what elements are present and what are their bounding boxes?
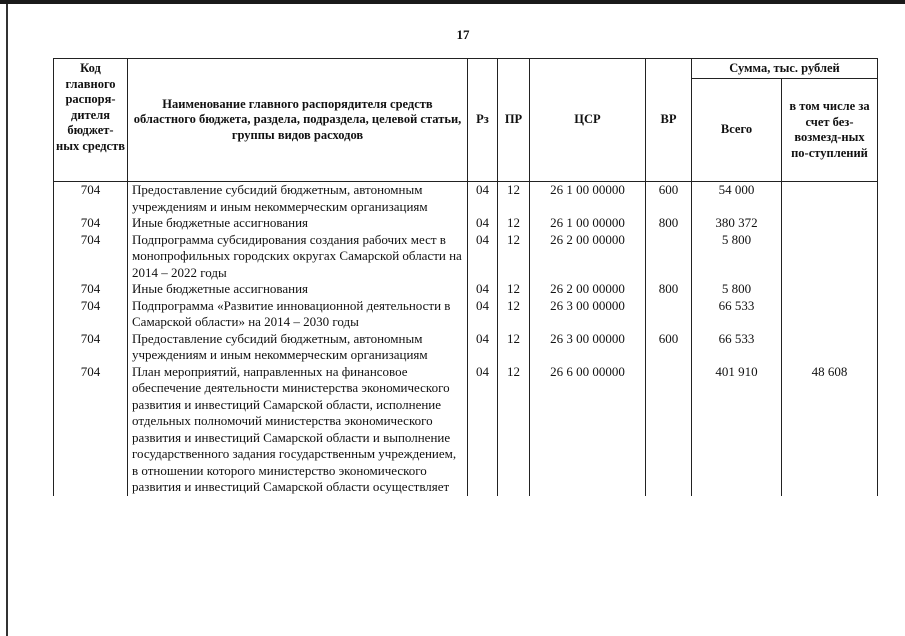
- cell-csr: 26 6 00 00000: [530, 364, 646, 496]
- cell-pr: 12: [498, 364, 530, 496]
- cell-csr: 26 2 00 00000: [530, 232, 646, 282]
- cell-total: 380 372: [692, 215, 782, 232]
- cell-pr: 12: [498, 331, 530, 364]
- cell-total: 54 000: [692, 182, 782, 216]
- cell-kod: 704: [54, 232, 128, 282]
- cell-incl: 48 608: [782, 364, 878, 496]
- cell-rz: 04: [468, 215, 498, 232]
- cell-rz: 04: [468, 298, 498, 331]
- table-row: [54, 331, 878, 364]
- page-number: 17: [456, 27, 470, 42]
- cell-vr: 800: [646, 215, 692, 232]
- cell-name: Предоставление субсидий бюджетным, автономным учреждениям и иным некоммерческим организациям: [128, 331, 468, 364]
- cell-pr: 12: [498, 215, 530, 232]
- cell-rz: 04: [468, 281, 498, 298]
- left-border: [6, 4, 8, 636]
- cell-kod: 704: [54, 182, 128, 216]
- cell-csr: 26 3 00 00000: [530, 331, 646, 364]
- cell-vr: [646, 232, 692, 282]
- cell-total: 5 800: [692, 281, 782, 298]
- header-vr: ВР: [646, 59, 692, 182]
- cell-vr: 800: [646, 281, 692, 298]
- cell-pr: 12: [498, 182, 530, 216]
- cell-vr: 600: [646, 182, 692, 216]
- cell-incl: [782, 298, 878, 331]
- cell-name: Иные бюджетные ассигнования: [128, 215, 468, 232]
- table-body: [54, 182, 878, 496]
- cell-pr: 12: [498, 232, 530, 282]
- cell-rz: 04: [468, 331, 498, 364]
- cell-rz: 04: [468, 182, 498, 216]
- cell-csr: 26 1 00 00000: [530, 182, 646, 216]
- header-name: Наименование главного распорядителя средств областного бюджета, раздела, подраздела, целевой статьи, группы видов расходов: [128, 59, 468, 182]
- cell-total: 66 533: [692, 298, 782, 331]
- cell-total: 5 800: [692, 232, 782, 282]
- cell-name: Иные бюджетные ассигнования: [128, 281, 468, 298]
- cell-total: 401 910: [692, 364, 782, 496]
- cell-rz: 04: [468, 364, 498, 496]
- cell-csr: 26 2 00 00000: [530, 281, 646, 298]
- header-sum-group: Сумма, тыс. рублей: [692, 59, 878, 79]
- cell-name: План мероприятий, направленных на финансовое обеспечение деятельности министерства экономического развития и инвестиций Самарской области, исполнение отдельных полномочий министерства экономического развития и инвестиций Самарской области и выполнение государственного задания государственным учреждением, в отношении которого министерство экономического развития и инвестиций Самарской области осуществляет: [128, 364, 468, 496]
- budget-table: [53, 58, 878, 496]
- header-csr: ЦСР: [530, 59, 646, 182]
- table-row: [54, 215, 878, 232]
- cell-name: Предоставление субсидий бюджетным, автономным учреждениям и иным некоммерческим организациям: [128, 182, 468, 216]
- top-border: [0, 0, 905, 4]
- table-row: [54, 281, 878, 298]
- cell-incl: [782, 182, 878, 216]
- cell-csr: 26 1 00 00000: [530, 215, 646, 232]
- header-total: Всего: [692, 79, 782, 182]
- header-incl: в том числе за счет без-возмезд-ных по-ступлений: [782, 79, 878, 182]
- cell-kod: 704: [54, 331, 128, 364]
- table-row: [54, 364, 878, 496]
- cell-pr: 12: [498, 298, 530, 331]
- header-rz: Рз: [468, 59, 498, 182]
- cell-incl: [782, 331, 878, 364]
- cell-vr: [646, 364, 692, 496]
- header-pr: ПР: [498, 59, 530, 182]
- cell-csr: 26 3 00 00000: [530, 298, 646, 331]
- cell-kod: 704: [54, 215, 128, 232]
- cell-incl: [782, 281, 878, 298]
- cell-kod: 704: [54, 281, 128, 298]
- table-row: [54, 232, 878, 282]
- cell-vr: [646, 298, 692, 331]
- table-row: [54, 182, 878, 216]
- cell-kod: 704: [54, 298, 128, 331]
- cell-incl: [782, 232, 878, 282]
- cell-name: Подпрограмма субсидирования создания рабочих мест в монопрофильных городских округах Самарской области на 2014 – 2022 годы: [128, 232, 468, 282]
- table-row: [54, 298, 878, 331]
- cell-name: Подпрограмма «Развитие инновационной деятельности в Самарской области» на 2014 – 2030 годы: [128, 298, 468, 331]
- cell-incl: [782, 215, 878, 232]
- cell-total: 66 533: [692, 331, 782, 364]
- cell-rz: 04: [468, 232, 498, 282]
- cell-vr: 600: [646, 331, 692, 364]
- cell-kod: 704: [54, 364, 128, 496]
- header-kod: Код главного распоря-дителя бюджет-ных средств: [54, 59, 128, 182]
- cell-pr: 12: [498, 281, 530, 298]
